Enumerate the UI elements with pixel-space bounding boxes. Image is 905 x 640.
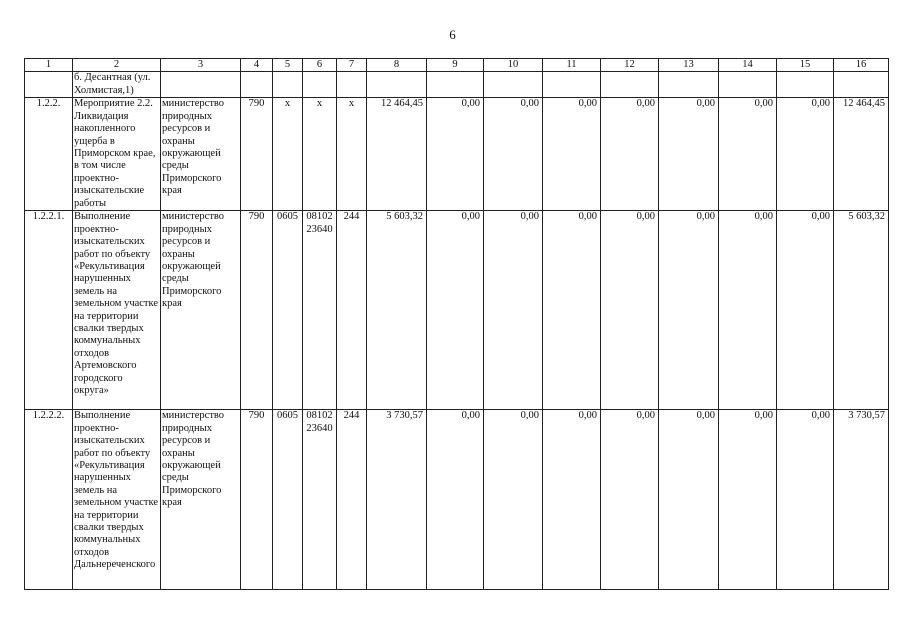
table-cell xyxy=(427,72,484,98)
budget-table xyxy=(24,58,889,590)
row-number: 1.2.2.1. xyxy=(25,211,73,410)
carryover-row xyxy=(25,72,889,98)
header-cell: 11 xyxy=(543,59,601,72)
table-cell xyxy=(273,72,303,98)
row-value: 0,00 xyxy=(777,410,834,590)
row-executor: министерство природных ресурсов и охраны окружающей среды Приморского края xyxy=(161,211,241,410)
table-cell xyxy=(601,72,659,98)
table-cell xyxy=(484,72,543,98)
row-grbs-code: 790 xyxy=(241,211,273,410)
table-row xyxy=(25,98,889,211)
table-cell xyxy=(777,72,834,98)
row-value: 0,00 xyxy=(427,98,484,211)
row-value: 0,00 xyxy=(427,211,484,410)
row-name: Мероприятие 2.2. Ликвидация накопленного ущерба в Приморском крае, в том числе проектно-изыскательские работы xyxy=(73,98,161,211)
row-executor: министерство природных ресурсов и охраны окружающей среды Приморского края xyxy=(161,98,241,211)
row-value: 0,00 xyxy=(484,98,543,211)
row-section-code: 0605 xyxy=(273,410,303,590)
row-value: 0,00 xyxy=(543,410,601,590)
header-cell: 12 xyxy=(601,59,659,72)
table-cell xyxy=(337,72,367,98)
header-cell: 14 xyxy=(719,59,777,72)
row-name: Выполнение проектно-изыскательских работ по объекту «Рекультивация нарушенных земель на земельном участке на территории свалки твердых коммунальных отходов Дальнереченского xyxy=(73,410,161,590)
row-value: 0,00 xyxy=(601,211,659,410)
table-cell xyxy=(367,72,427,98)
row-value: 0,00 xyxy=(427,410,484,590)
table-row xyxy=(25,211,889,410)
row-name: Выполнение проектно-изыскательских работ по объекту «Рекультивация нарушенных земель на земельном участке на территории свалки твердых коммунальных отходов Артемовского городского округа» xyxy=(73,211,161,410)
header-cell: 3 xyxy=(161,59,241,72)
table-cell xyxy=(719,72,777,98)
row-value: 0,00 xyxy=(601,410,659,590)
row-value: 0,00 xyxy=(659,98,719,211)
row-value: 3 730,57 xyxy=(367,410,427,590)
row-number: 1.2.2.2. xyxy=(25,410,73,590)
row-value: 0,00 xyxy=(777,98,834,211)
header-cell: 2 xyxy=(73,59,161,72)
table-cell xyxy=(161,72,241,98)
header-cell: 4 xyxy=(241,59,273,72)
row-total: 12 464,45 xyxy=(834,98,889,211)
row-section-code: х xyxy=(273,98,303,211)
table-cell xyxy=(659,72,719,98)
table-cell xyxy=(303,72,337,98)
header-cell: 16 xyxy=(834,59,889,72)
page-number: 6 xyxy=(449,27,456,42)
header-cell: 7 xyxy=(337,59,367,72)
row-target-code: 08102 23640 xyxy=(303,211,337,410)
row-value: 0,00 xyxy=(659,410,719,590)
row-total: 5 603,32 xyxy=(834,211,889,410)
header-cell: 15 xyxy=(777,59,834,72)
row-target-code: 08102 23640 xyxy=(303,410,337,590)
table-cell xyxy=(241,72,273,98)
row-target-code: х xyxy=(303,98,337,211)
header-cell: 8 xyxy=(367,59,427,72)
row-value: 0,00 xyxy=(719,211,777,410)
row-value: 0,00 xyxy=(601,98,659,211)
row-value: 0,00 xyxy=(777,211,834,410)
row-executor: министерство природных ресурсов и охраны окружающей среды Приморского края xyxy=(161,410,241,590)
header-cell: 6 xyxy=(303,59,337,72)
row-grbs-code: 790 xyxy=(241,98,273,211)
header-cell: 5 xyxy=(273,59,303,72)
header-cell: 10 xyxy=(484,59,543,72)
row-expense-type: 244 xyxy=(337,211,367,410)
header-cell: 9 xyxy=(427,59,484,72)
header-cell: 13 xyxy=(659,59,719,72)
row-value: 0,00 xyxy=(484,211,543,410)
row-expense-type: х xyxy=(337,98,367,211)
header-cell: 1 xyxy=(25,59,73,72)
row-value: 0,00 xyxy=(484,410,543,590)
row-section-code: 0605 xyxy=(273,211,303,410)
carryover-name-cell: б. Десантная (ул. Холмистая,1) xyxy=(73,72,161,98)
row-grbs-code: 790 xyxy=(241,410,273,590)
row-value: 0,00 xyxy=(659,211,719,410)
row-total: 3 730,57 xyxy=(834,410,889,590)
table-cell xyxy=(25,72,73,98)
header-row xyxy=(25,59,889,72)
row-value: 0,00 xyxy=(543,211,601,410)
row-value: 5 603,32 xyxy=(367,211,427,410)
row-value: 0,00 xyxy=(543,98,601,211)
table-row xyxy=(25,410,889,590)
table-cell xyxy=(543,72,601,98)
row-value: 0,00 xyxy=(719,410,777,590)
row-value: 12 464,45 xyxy=(367,98,427,211)
row-expense-type: 244 xyxy=(337,410,367,590)
row-value: 0,00 xyxy=(719,98,777,211)
row-number: 1.2.2. xyxy=(25,98,73,211)
table-cell xyxy=(834,72,889,98)
